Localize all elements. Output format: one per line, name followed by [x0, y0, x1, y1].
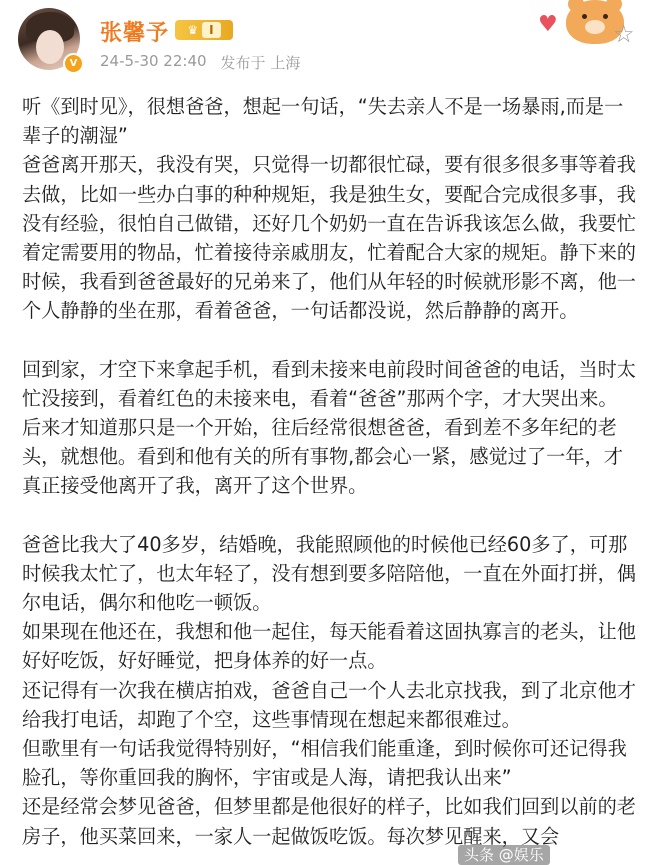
- paragraph: 还记得有一次我在横店拍戏，爸爸自己一个人去北京找我，到了北京他才给我打电话，却跑了个空，这些事情现在想起来都很难过。: [22, 678, 636, 731]
- paragraph: 但歌里有一句话我觉得特别好，“相信我们能重逢，到时候你可还记得我脸孔，等你重回我的胸怀，宇宙或是人海，请把我认出来”: [22, 737, 627, 790]
- paragraph: 听《到时见》，很想爸爸，想起一句话，“失去亲人不是一场暴雨,而是一辈子的潮湿”: [22, 95, 624, 148]
- paragraph: 爸爸比我大了40多岁，结婚晚，我能照顾他的时候他已经60多了，可那时候我太忙了，也太年轻了，没有想到要多陪陪他，一直在外面打拼，偶尔电话，偶尔和他吃一顿饭。: [22, 532, 636, 615]
- post-location: 发布于 上海: [220, 54, 301, 72]
- level-number: Ⅰ: [202, 22, 220, 38]
- paragraph: 爸爸离开那天，我没有哭，只觉得一切都很忙碌，要有很多很多事等着我去做，比如一些办白事的种种规矩，我是独生女，要配合完成很多事，我没有经验，很怕自己做错，还好几个奶奶一直在告诉我该怎么做，我要忙着定需要用的物品，忙着接待亲戚朋友，忙着配合大家的规矩。静下来的时候，我看到爸爸最好的兄弟来了，他们从年轻的时候就形影不离，他一个人静静的坐在那，看着爸爸，一句话都没说，然后静静的离开。: [22, 153, 636, 323]
- decoration: [530, 0, 660, 48]
- verified-icon: V: [63, 53, 84, 74]
- heart-icon[interactable]: ♥: [538, 12, 558, 37]
- avatar-face: [36, 30, 64, 64]
- post-body: [22, 92, 642, 851]
- bear-snout: [585, 20, 605, 34]
- star-icon[interactable]: ☆: [613, 20, 635, 48]
- paragraph: 回到家，才空下来拿起手机，看到未接来电前段时间爸爸的电话，当时太忙没接到，看着红色的未接来电，看着“爸爸”那两个字，才大哭出来。: [22, 357, 636, 410]
- post-timestamp: 24-5-30 22:40: [100, 52, 207, 70]
- post-header: [0, 0, 660, 88]
- crown-icon: ♛: [187, 23, 199, 37]
- paragraph: 如果现在他还在，我想和他一起住，每天能看着这固执寡言的老头，让他好好吃饭，好好睡觉，把身体养的好一点。: [22, 620, 636, 673]
- bear-eye: [582, 14, 587, 19]
- paragraph-gap: [22, 501, 642, 530]
- bear-eye: [603, 14, 608, 19]
- post-meta: [100, 52, 300, 73]
- level-badge[interactable]: [175, 20, 233, 40]
- author-name[interactable]: 张馨予: [100, 21, 170, 46]
- paragraph: 后来才知道那只是一个开始，往后经常很想爸爸，看到差不多年纪的老头，就想他。看到和他有关的所有事物,都会心一紧，感觉过了一年，才真正接受他离开了我，离开了这个世界。: [22, 416, 623, 498]
- watermark: 头条 @娱乐: [458, 845, 550, 865]
- paragraph: 还是经常会梦见爸爸，但梦里都是他很好的样子，比如我们回到以前的老房子，他买菜回来，一家人一起做饭吃饭。每次梦见醒来，又会: [22, 795, 636, 848]
- paragraph-gap: [22, 326, 642, 355]
